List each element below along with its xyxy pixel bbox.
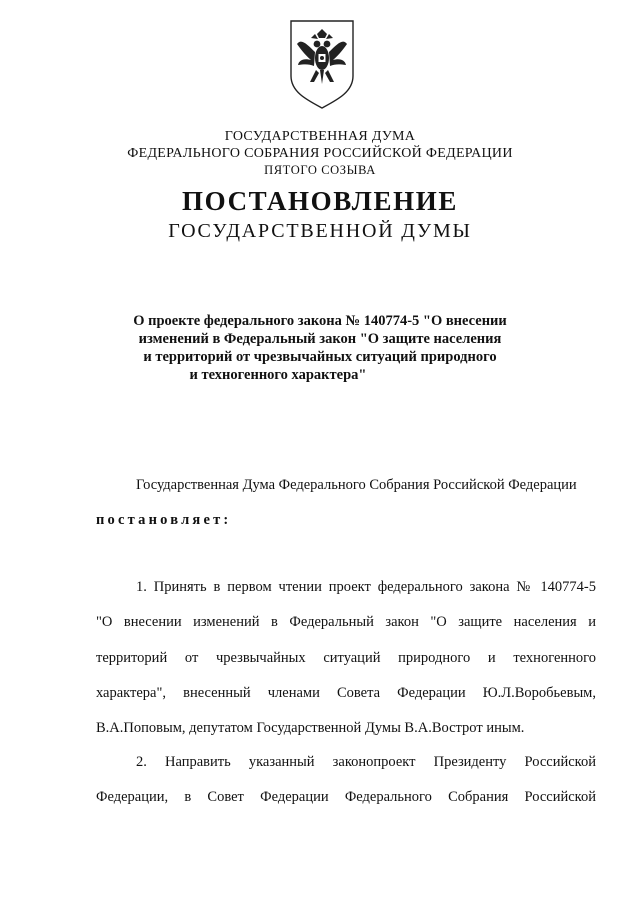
issuer-line-assembly: ФЕДЕРАЛЬНОГО СОБРАНИЯ РОССИЙСКОЙ ФЕДЕРАЦИИ <box>127 146 513 161</box>
paragraph-1-line: "О внесении изменений в Федеральный закон "О защите населения и <box>96 614 596 630</box>
resolves-word: постановляет: <box>96 512 232 528</box>
subject-line: и территорий от чрезвычайных ситуаций природного <box>143 349 497 365</box>
resolution-subject <box>0 312 640 384</box>
paragraph-1-line: характера", внесенный членами Совета Федерации Ю.Л.Воробьевым, <box>96 685 596 701</box>
paragraph-1-line: территорий от чрезвычайных ситуаций природного и техногенного <box>96 650 596 666</box>
issuer-header <box>0 128 640 179</box>
preamble-text: Государственная Дума Федерального Собрания Российской Федерации <box>136 477 577 493</box>
document-subtitle: ГОСУДАРСТВЕННОЙ ДУМЫ <box>168 220 472 242</box>
subject-line: изменений в Федеральный закон "О защите населения <box>138 331 502 347</box>
paragraph-1-line: 1. Принять в первом чтении проект федерального закона № 140774-5 <box>136 579 596 595</box>
issuer-line-duma: ГОСУДАРСТВЕННАЯ ДУМА <box>224 129 416 144</box>
subject-line: и техногенного характера" <box>189 367 367 383</box>
state-emblem-icon <box>287 18 357 110</box>
subject-line: О проекте федерального закона № 140774-5 "О внесении <box>133 313 507 329</box>
paragraph-2-line: 2. Направить указанный законопроект Президенту Российской <box>136 754 596 770</box>
document-title: ПОСТАНОВЛЕНИЕ <box>182 186 458 216</box>
paragraph-1-line: В.А.Поповым, депутатом Государственной Думы В.А.Вострот иным. <box>96 720 525 736</box>
paragraph-2-line: Федерации, в Совет Федерации Федерального Собрания Российской <box>96 789 596 805</box>
issuer-line-convocation: ПЯТОГО СОЗЫВА <box>264 163 376 177</box>
